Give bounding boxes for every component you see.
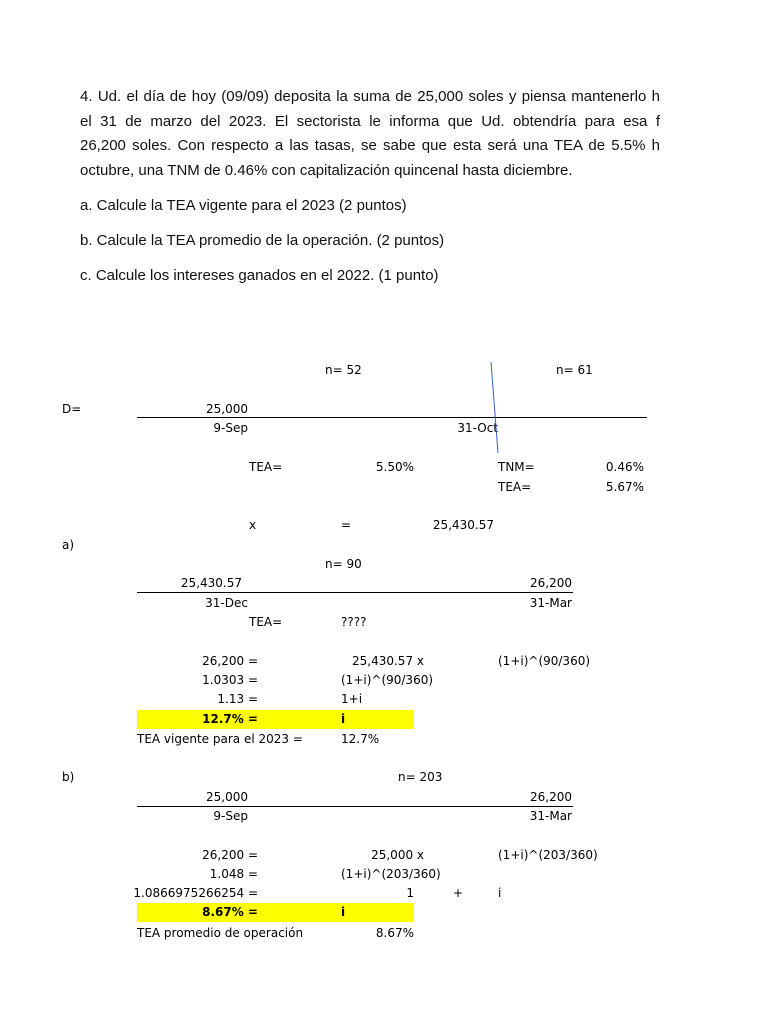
tea-value: 5.50% — [375, 460, 414, 474]
part-a-row3-mid: 1+i — [341, 692, 363, 706]
x-value: 25,430.57 — [432, 518, 494, 532]
part-b-row1-right: (1+i)^(203/360) — [498, 848, 598, 862]
part-a-result-right: i — [341, 712, 346, 726]
part-b-row3-one: 1 — [406, 886, 414, 900]
tea2-label: TEA= — [498, 480, 532, 494]
deposit-label: D= — [62, 402, 82, 416]
part-a-line — [137, 592, 573, 593]
part-b-row3-left: 1.0866975266254 = — [133, 886, 258, 900]
part-a-n: n= 90 — [325, 557, 362, 571]
part-b-result-right: i — [341, 905, 346, 919]
part-a-end-amount: 26,200 — [530, 576, 572, 590]
part-a-row1-mid: 25,430.57 x — [352, 654, 424, 668]
x-equals: = — [341, 518, 352, 532]
problem-line-1: 4. Ud. el día de hoy (09/09) deposita la suma de 25,000 soles y piensa mantenerlo h — [80, 88, 660, 105]
part-a-result-left: 12.7% = — [202, 712, 258, 726]
part-b-final-label: TEA promedio de operación — [137, 926, 304, 940]
part-a-start-date: 31-Dec — [205, 596, 248, 610]
timeline1-n2: n= 61 — [556, 363, 593, 377]
tnm-value: 0.46% — [605, 460, 644, 474]
timeline1-date1: 9-Sep — [213, 421, 248, 435]
part-b-final-value: 8.67% — [375, 926, 414, 940]
part-b-end-amount: 26,200 — [530, 790, 572, 804]
tea-label: TEA= — [249, 460, 283, 474]
problem-line-4: octubre, una TNM de 0.46% con capitalización quincenal hasta diciembre. — [80, 162, 573, 179]
part-b-label: b) — [62, 770, 75, 784]
part-a-row2-mid: (1+i)^(90/360) — [341, 673, 434, 687]
part-b-n: n= 203 — [398, 770, 443, 784]
rate-change-divider — [486, 360, 502, 456]
part-b-start-amount: 25,000 — [206, 790, 248, 804]
part-a-row1-left: 26,200 = — [202, 654, 258, 668]
part-a-tea-label: TEA= — [249, 615, 283, 629]
part-b-row1-left: 26,200 = — [202, 848, 258, 862]
question-c: c. Calcule los intereses ganados en el 2022. (1 punto) — [80, 267, 439, 284]
x-label: x — [249, 518, 257, 532]
part-b-result-left: 8.67% = — [202, 905, 258, 919]
part-a-tea-value: ???? — [341, 615, 367, 629]
part-a-row2-left: 1.0303 = — [202, 673, 258, 687]
question-a: a. Calcule la TEA vigente para el 2023 (2 puntos) — [80, 197, 407, 214]
question-b: b. Calcule la TEA promedio de la operación. (2 puntos) — [80, 232, 445, 249]
part-b-line — [137, 806, 573, 807]
part-b-row3-plus: + — [453, 886, 464, 900]
part-a-final-value: 12.7% — [341, 732, 380, 746]
part-b-row1-mid: 25,000 x — [371, 848, 424, 862]
part-a-row3-left: 1.13 = — [217, 692, 258, 706]
part-a-row1-right: (1+i)^(90/360) — [498, 654, 591, 668]
part-a-end-date: 31-Mar — [529, 596, 572, 610]
part-b-start-date: 9-Sep — [213, 809, 248, 823]
timeline1-n1: n= 52 — [325, 363, 362, 377]
problem-line-3: 26,200 soles. Con respecto a las tasas, se sabe que esta será una TEA de 5.5% h — [80, 137, 660, 154]
part-a-final-label: TEA vigente para el 2023 = — [137, 732, 303, 746]
part-b-row3-i: i — [498, 886, 502, 900]
part-b-row2-mid: (1+i)^(203/360) — [341, 867, 441, 881]
timeline1-line — [137, 417, 647, 418]
part-b-row2-left: 1.048 = — [209, 867, 258, 881]
timeline1-date2: 31-Oct — [457, 421, 498, 435]
part-b-end-date: 31-Mar — [529, 809, 572, 823]
timeline1-amount: 25,000 — [206, 402, 248, 416]
tnm-label: TNM= — [498, 460, 535, 474]
problem-line-2: el 31 de marzo del 2023. El sectorista le informa que Ud. obtendría para esa f — [80, 113, 660, 130]
tea2-value: 5.67% — [605, 480, 644, 494]
part-a-label: a) — [62, 538, 75, 552]
part-a-start-amount: 25,430.57 — [180, 576, 242, 590]
